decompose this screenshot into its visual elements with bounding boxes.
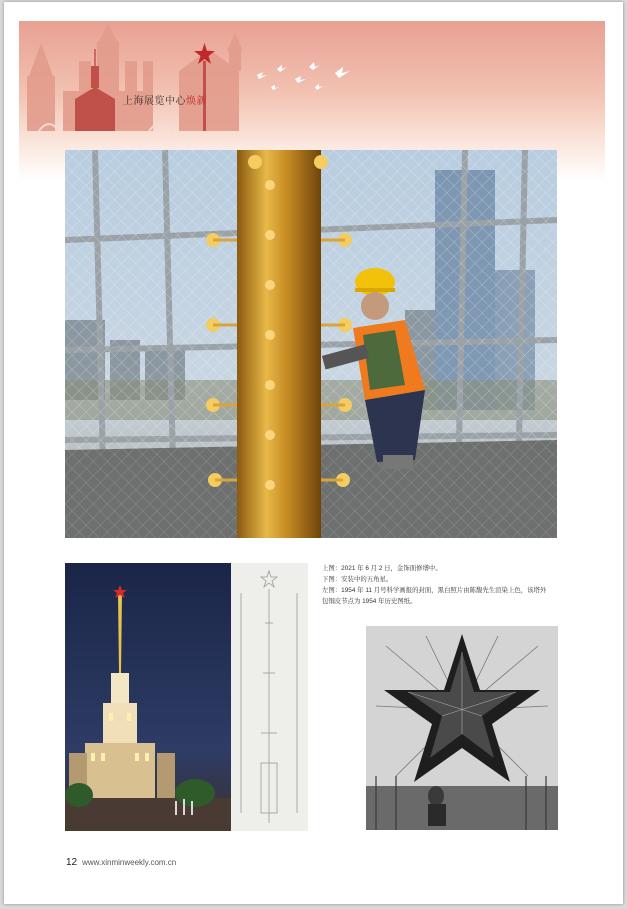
caption-line: 下图：安装中的五角星。 bbox=[322, 576, 393, 583]
section-title bbox=[123, 92, 207, 107]
site-url[interactable]: www.xinminweekly.com.cn bbox=[82, 858, 177, 867]
section-title-accent: 焕新 bbox=[186, 96, 207, 107]
main-photo bbox=[65, 150, 557, 538]
page-footer bbox=[66, 857, 176, 868]
poster-illustration bbox=[65, 563, 231, 831]
caption-line: 上图：2021 年 6 月 2 日，金饰面修缮中。 bbox=[322, 565, 442, 572]
photo-caption bbox=[322, 563, 564, 607]
magazine-page bbox=[4, 2, 623, 904]
star-installation-photo bbox=[366, 626, 558, 830]
blueprint-drawing bbox=[231, 563, 308, 831]
page-number: 12 bbox=[66, 857, 78, 868]
section-title-prefix: 上海展览中心 bbox=[123, 96, 186, 107]
caption-line: 包铜皮节点为 1954 年历史图纸。 bbox=[322, 598, 417, 605]
caption-line: 左图：1954 年 11 月号科学画报的封面，黑白照片由陈馥先生渲染上色，该塔外 bbox=[322, 587, 547, 594]
